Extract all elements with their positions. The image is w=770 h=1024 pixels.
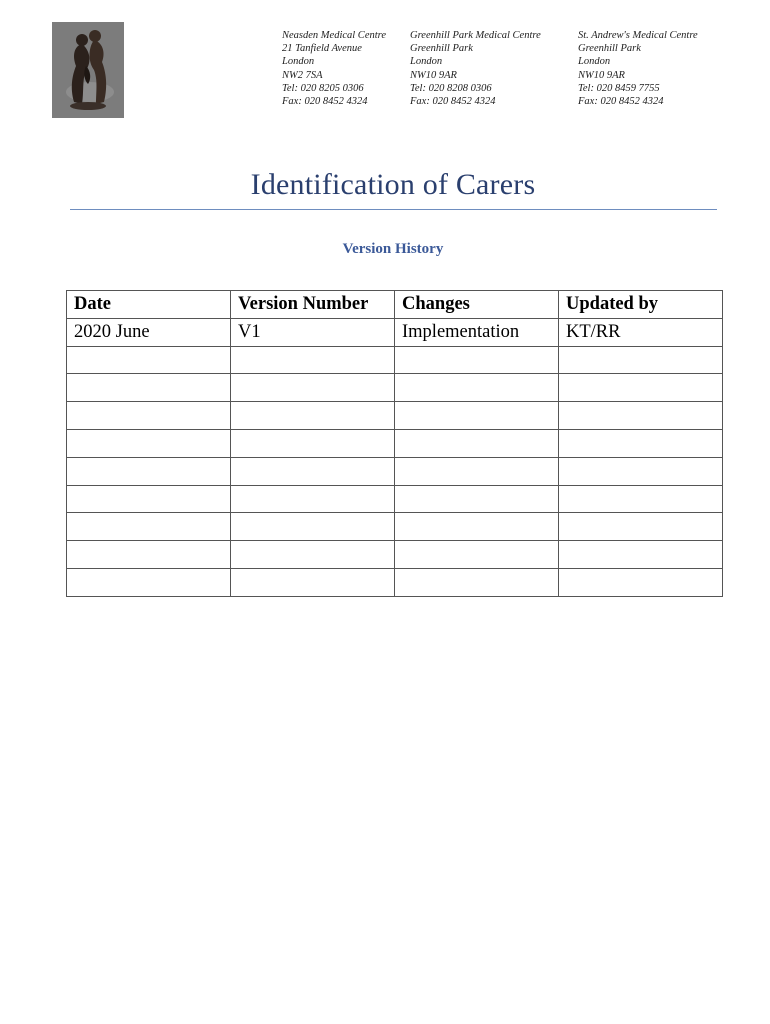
address-line: NW10 9AR [410,69,457,81]
table-row [67,568,723,596]
table-cell [231,346,395,374]
address-line: Fax: 020 8452 4324 [282,96,368,108]
practice-logo [52,22,124,118]
address-line: Greenhill Park [410,43,473,55]
table-cell [559,541,723,569]
table-cell [231,513,395,541]
table-cell [395,485,559,513]
address-line: Tel: 020 8208 0306 [410,82,492,94]
sculpture-family-photo-icon [52,22,124,118]
address-line: Tel: 020 8459 7755 [578,82,660,94]
address-neasden [282,29,386,108]
table-header-row [67,291,723,319]
table-cell [231,485,395,513]
address-line: NW2 7SA [282,69,323,81]
table-cell [395,346,559,374]
table-cell [231,568,395,596]
table-cell [67,541,231,569]
address-line: Fax: 020 8452 4324 [578,96,664,108]
address-line: London [410,56,443,68]
table-cell [395,568,559,596]
address-st-andrews [578,29,698,108]
address-greenhill [410,29,541,108]
table-cell: Implementation [395,318,559,346]
table-cell [231,541,395,569]
table-row [67,374,723,402]
table-cell [559,485,723,513]
table-cell [559,457,723,485]
table-cell [395,429,559,457]
table-cell [231,402,395,430]
column-header-changes: Changes [395,291,559,319]
table-cell [559,568,723,596]
address-line: Tel: 020 8205 0306 [282,82,364,94]
table-cell [67,513,231,541]
table-cell: 2020 June [67,318,231,346]
table-row [67,513,723,541]
address-line: St. Andrew's Medical Centre [578,30,698,41]
table-cell [559,513,723,541]
table-cell [395,541,559,569]
column-header-date: Date [67,291,231,319]
document-title: Identification of Carers [250,168,536,201]
table-row [67,485,723,513]
title-divider [70,209,717,210]
table-cell [67,402,231,430]
table-cell [559,346,723,374]
column-header-updated-by: Updated by [559,291,723,319]
table-cell: V1 [231,318,395,346]
table-row [67,429,723,457]
table-cell [67,374,231,402]
version-history-table [66,290,723,597]
table-row [67,457,723,485]
table-row [67,541,723,569]
table-cell [395,374,559,402]
table-row [67,346,723,374]
address-line: NW10 9AR [578,69,625,81]
address-line: London [282,56,315,68]
table-cell [559,374,723,402]
table-cell [231,457,395,485]
table-cell [231,374,395,402]
table-cell [67,568,231,596]
table-row [67,318,723,346]
address-line: Greenhill Park [578,43,641,55]
table-cell [231,429,395,457]
address-line: 21 Tanfield Avenue [282,43,362,55]
table-cell [559,402,723,430]
table-row [67,402,723,430]
address-line: Greenhill Park Medical Centre [410,30,541,41]
table-cell [395,513,559,541]
table-cell: KT/RR [559,318,723,346]
table-cell [67,457,231,485]
address-line: Neasden Medical Centre [282,30,387,41]
address-line: London [578,56,611,68]
table-cell [559,429,723,457]
section-heading: Version History [342,241,444,257]
table-cell [67,485,231,513]
column-header-version: Version Number [231,291,395,319]
address-line: Fax: 020 8452 4324 [410,96,496,108]
table-cell [67,346,231,374]
table-cell [395,402,559,430]
table-cell [395,457,559,485]
table-cell [67,429,231,457]
